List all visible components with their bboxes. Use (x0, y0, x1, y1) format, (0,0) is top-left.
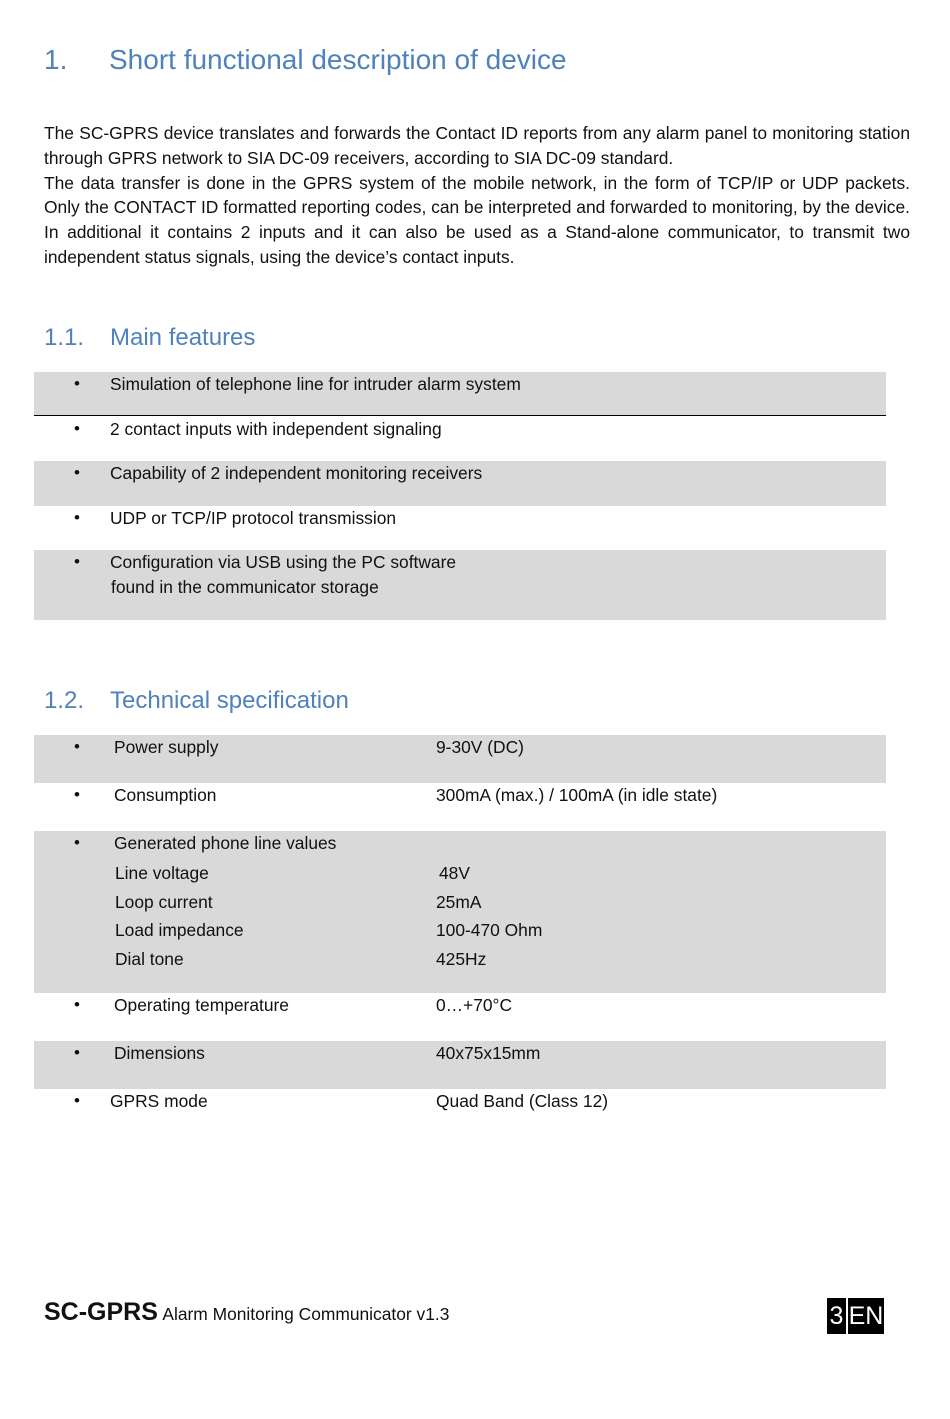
feature-text: UDP or TCP/IP protocol transmission (110, 508, 397, 528)
section-heading-main-features (44, 324, 255, 352)
spec-value: 25mA (436, 891, 482, 912)
phone-line-values (436, 859, 542, 973)
spec-label: Operating temperature (114, 995, 289, 1015)
spec-label: Dimensions (114, 1043, 205, 1063)
bullet: • (74, 552, 80, 571)
spec-sublabel: Line voltage (115, 863, 209, 883)
spec-sublabel: Loop current (115, 891, 213, 912)
bullet: • (74, 785, 80, 804)
spec-value: 40x75x15mm (436, 1043, 541, 1063)
feature-text: 2 contact inputs with independent signaling (110, 419, 442, 439)
bullet: • (74, 463, 80, 482)
page-footer (44, 1298, 449, 1327)
section-title: Technical specification (110, 687, 349, 714)
bullet: • (74, 737, 80, 756)
feature-text: Simulation of telephone line for intruder alarm system (110, 374, 521, 394)
paragraph: The SC-GPRS device translates and forwards the Contact ID reports from any alarm panel to monitoring station through GPRS network to SIA DC-09 receivers, according to SIA DC-09 standard. (44, 123, 910, 168)
section-number: 1. (44, 44, 68, 75)
feature-text: found in the communicator storage (111, 576, 379, 597)
spec-row-temperature (34, 993, 886, 1041)
footer-description: Alarm Monitoring Communicator v1.3 (162, 1304, 450, 1324)
description-text (44, 121, 910, 270)
section-heading-technical-specification (44, 687, 349, 715)
spec-value: Quad Band (Class 12) (436, 1091, 609, 1111)
feature-text: Capability of 2 independent monitoring receivers (110, 463, 483, 483)
spec-row-phone-line (34, 831, 886, 993)
feature-item (34, 550, 886, 620)
spec-value: 48V (439, 863, 470, 883)
spec-label: Generated phone line values (114, 833, 337, 853)
bullet: • (74, 1043, 80, 1062)
section-number: 1.1. (44, 324, 85, 351)
spec-row-dimensions (34, 1041, 886, 1089)
section-title: Short functional description of device (109, 44, 567, 75)
section-heading-1 (44, 44, 567, 76)
spec-value: 425Hz (436, 948, 487, 969)
phone-line-sublabels (115, 859, 244, 973)
footer-model: SC-GPRS (44, 1298, 158, 1326)
section-title: Main features (110, 324, 256, 351)
bullet: • (74, 995, 80, 1014)
bullet: • (74, 833, 80, 852)
language-badge: EN (848, 1298, 884, 1334)
spec-sublabel: Load impedance (115, 920, 244, 940)
spec-value: 9-30V (DC) (436, 737, 524, 757)
feature-item (34, 506, 886, 550)
bullet: • (74, 508, 80, 527)
spec-label: GPRS mode (110, 1091, 208, 1111)
spec-label: Consumption (114, 785, 217, 805)
spec-sublabel: Dial tone (115, 948, 184, 969)
spec-value: 100-470 Ohm (436, 920, 543, 940)
feature-item (34, 417, 886, 461)
section-number: 1.2. (44, 687, 85, 714)
spec-label: Power supply (114, 737, 219, 757)
bullet: • (74, 1091, 80, 1110)
bullet: • (74, 374, 80, 393)
bullet: • (74, 419, 80, 438)
feature-item (34, 372, 886, 416)
spec-value: 0…+70°C (436, 995, 513, 1015)
page-number: 3 (827, 1298, 846, 1334)
spec-row-consumption (34, 783, 886, 831)
spec-value: 300mA (max.) / 100mA (in idle state) (436, 785, 718, 805)
feature-text-block (110, 550, 456, 599)
spec-row-gprs-mode (34, 1089, 886, 1137)
feature-item (34, 461, 886, 506)
feature-text: Configuration via USB using the PC software (110, 552, 457, 572)
paragraph: The data transfer is done in the GPRS system of the mobile network, in the form of TCP/IP or UDP packets. Only the CONTACT ID formatted reporting codes, can be interpreted and forwarded to monitoring, by the device. In additional it contains 2 inputs and it can also be used as a Stand-alone communicator, to transmit two independent status signals, using the device’s contact inputs. (44, 172, 910, 267)
spec-row-power-supply (34, 735, 886, 783)
